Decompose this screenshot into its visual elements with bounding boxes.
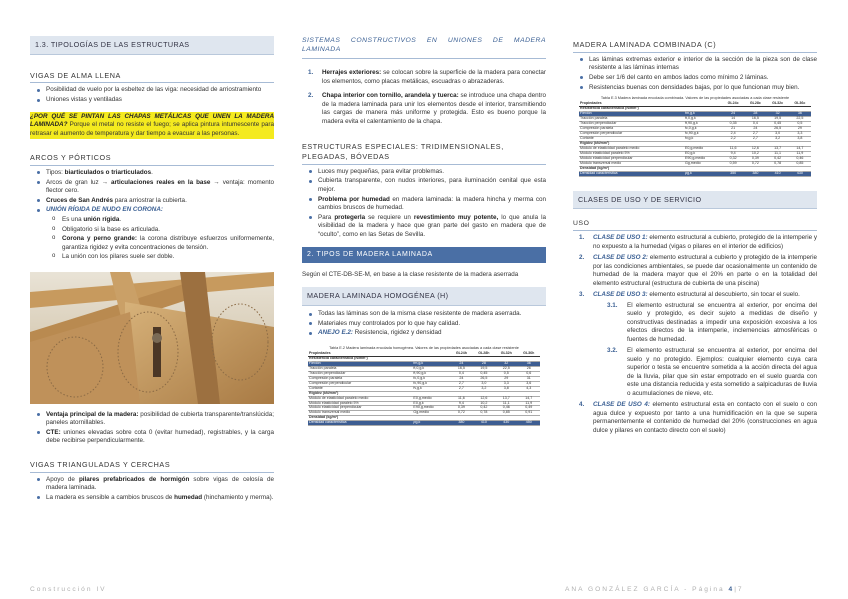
table-cell: 0,5 <box>503 370 509 375</box>
table-cell: 0,42 <box>480 405 488 410</box>
table-row <box>308 421 540 426</box>
table-cell: 32 <box>766 112 788 117</box>
table-cell: 21 <box>731 125 736 130</box>
table-cell: fm,g,k <box>684 112 722 117</box>
table-cell: Cortante <box>580 135 594 140</box>
table-cell: 26 <box>526 365 531 370</box>
page-number: 4 <box>728 586 735 593</box>
table-combinada-wrap <box>573 96 817 176</box>
photo-nudo-corona <box>30 272 274 404</box>
list-item: 3.2. El elemento estructural se encuentra al exterior, por encima del suelo y no protegido. Ejemplos: cualquier elemento cuya cara superior o testa se encuentre sometida a la acción directa del agua de la lluvia, pilar que sin estar empotrado en el suelo guarda con este una distancia reducida y esta sometido a salpicaduras de lluvia o acumulaciones de nieve, etc. <box>607 347 817 397</box>
table-row <box>579 171 811 176</box>
list-item: 3. CLASE DE USO 3: elemento estructural al descubierto, sin tocar el suelo. 3.1. El elemento estructural se encuentra al exterior, por encima del suelo y protegido, es decir sujeto a medidas de diseño y constructivas destinadas a impedir una exposición excesiva a los efectos directos de la intemperie, inclemencias atmosféricas o fuentes de humedad. 3.2. El elemento estructural se encuentra al exterior, por encima del suelo y no protegido. Ejemplos: cualquier elemento cuya cara superior o testa se encuentre sometida a la acción directa del agua de la lluvia, pilar que sin estar empotrado en el suelo guarda con este una distancia reducida y esta sometido a salpicaduras de lluvia o acumulaciones de nieve, etc. <box>579 291 817 397</box>
table-header-cell: GL36c <box>794 101 806 106</box>
table-cell: 0,42 <box>774 155 782 160</box>
list-item: o Es una unión rígida. <box>52 216 274 225</box>
list-celosia <box>36 476 274 503</box>
footer-author-page: ANA GONZÁLEZ GARCÍA - Página 4|7 <box>565 586 744 593</box>
table-cell: 0,5 <box>797 121 803 126</box>
table-cell: Densidad (kg/m³) <box>580 165 610 170</box>
table-cell: 4,3 <box>526 385 532 390</box>
table-cell: 26,5 <box>480 375 488 380</box>
list-item: 2. Chapa interior con tornillo, arandela y tuerca: se introduce una chapa dentro de la madera laminada para unir los elementos desde el interior, transmitiendo las cargas de manera más uniforme y protegida. Esto es bueno porque la madera evita el calentamiento de la chapa. <box>308 92 546 125</box>
list-item: ANEJO E.2: Resistencia, rigidez y densidad <box>308 329 546 338</box>
table-cell: 2,7 <box>458 380 464 385</box>
table-cell: 11,6 <box>729 145 737 150</box>
table-cell: 11,6 <box>458 395 465 400</box>
sublist-union-rigida <box>52 216 274 262</box>
column-left <box>30 0 274 586</box>
table-cell: 0,46 <box>502 405 510 410</box>
table-cell: 430 <box>495 421 517 426</box>
list-item: o La unión con los pilares suele ser doble. <box>52 253 274 262</box>
table-cell: 11,1 <box>502 400 510 405</box>
table-cell: Tracción perpendicular <box>309 370 346 375</box>
table-cell: 0,72 <box>457 410 465 415</box>
table-cell: E0,g,k <box>413 400 424 405</box>
table-cell: 28 <box>473 361 495 366</box>
table-cell: 3,0 <box>775 130 781 135</box>
table-cell: 0,4 <box>752 121 758 126</box>
table-caption: Tabla E.2 Madera laminada encolada homogénea. Valores de las propiedades asociadas a cada clase resistente <box>329 345 519 350</box>
table-cell: 0,85 <box>796 160 804 165</box>
list-item: o Corona y perno grande: la corona distribuye esfuerzos uniformemente, garantiza rigidez y evita concentraciones de tensión. <box>52 235 274 252</box>
table-cell: 0,46 <box>796 155 804 160</box>
table-cell: Tracción perpendicular <box>580 121 617 126</box>
sublist-clase-3 <box>607 302 817 399</box>
table-cell: 9,4 <box>458 400 464 405</box>
table-header-cell: GL36h <box>523 351 535 355</box>
list-item: Materiales muy controlados por lo que hay calidad. <box>308 320 546 329</box>
table-cell: 32 <box>495 361 517 366</box>
table-cell: Rigidez (kN/mm²) <box>580 140 610 145</box>
table-cell: 11,9 <box>796 150 804 155</box>
list-item: Debe ser 1/6 del canto en ambos lados como mínimo 2 láminas. <box>579 74 817 83</box>
table-cell: 0,85 <box>502 410 510 415</box>
table-cell: 3,2 <box>481 385 487 390</box>
table-cell: 2,7 <box>752 135 758 140</box>
table-cell: 29 <box>504 375 509 380</box>
table-combinada <box>579 102 811 176</box>
table-cell: 380 <box>744 171 766 176</box>
table-cell: 22,5 <box>502 365 510 370</box>
table-cell: 410 <box>766 171 788 176</box>
section-banner: 1.3. TIPOLOGÍAS DE LAS ESTRUCTURAS <box>30 36 274 55</box>
table-cell: fc,0,g,k <box>413 375 426 380</box>
table-cell: Compresión perpendicular <box>309 380 352 385</box>
table-caption: Tabla E.3 Madera laminada encolada combinada. Valores de las propiedades asociadas a cada clase resistente <box>600 96 790 101</box>
table-cell: Gg,medio <box>685 160 701 165</box>
timber-joint-photo <box>30 272 274 404</box>
table-cell: Módulo elasticidad paralelo 5% <box>309 400 359 405</box>
list-item: o Obligatorio si la base es articulada. <box>52 226 274 235</box>
table-cell: 24 <box>753 125 758 130</box>
table-cell: Resistencia característica (N/mm²) <box>309 355 368 360</box>
table-header-cell: GL24h <box>455 351 467 355</box>
heading-clases-uso: CLASES DE USO Y DE SERVICIO <box>573 191 817 210</box>
table-cell: E0,g,medio <box>685 145 704 150</box>
table-cell: Densidad característica <box>308 421 412 426</box>
heading-uso: USO <box>573 217 817 231</box>
table-cell: Rigidez (kN/mm²) <box>309 390 339 395</box>
list-clases-uso <box>579 234 817 435</box>
heading-estructuras-especiales: ESTRUCTURAS ESPECIALES: TRIDIMENSIONALES, PLEGADAS, BÓVEDAS <box>302 140 546 164</box>
list-item: Arcos de gran luz → articulaciones reales en la base → ventaja: momento flector cero. <box>36 179 274 196</box>
table-cell: E90,g,medio <box>685 155 706 160</box>
table-cell: 16,5 <box>751 116 759 121</box>
table-cell: 3,8 <box>797 135 803 140</box>
table-cell: ft,0,g,k <box>413 365 425 370</box>
list-item: Problema por humedad en madera laminada: la madera hincha y merma con cambios bruscos de humedad. <box>308 196 546 213</box>
table-cell: 13,7 <box>774 145 782 150</box>
heading-vigas-trianguladas: VIGAS TRIANGULADAS Y CERCHAS <box>30 458 274 473</box>
table-cell: 29 <box>797 125 802 130</box>
table-cell: 36 <box>789 112 811 117</box>
table-cell: 0,35 <box>729 121 737 126</box>
list-item: CTE: uniones elevadas sobre cota 0 (evitar humedad), registrables, y la carga debe recibirse perpendicularmente. <box>36 429 274 446</box>
table-cell: 0,32 <box>729 155 737 160</box>
tipos-text: Según el CTE-DB-SE-M, en base a la clase resistente de la madera aserrada <box>302 270 519 278</box>
table-cell: 0,39 <box>457 405 465 410</box>
heading-homogenea: MADERA LAMINADA HOMOGÉNEA (H) <box>302 287 546 306</box>
table-cell: fc,90,g,k <box>685 130 699 135</box>
table-cell: 3,2 <box>775 135 781 140</box>
table-cell: Módulo de elasticidad paralelo medio <box>309 395 369 400</box>
table-cell: 3,8 <box>503 385 509 390</box>
table-cell: 3,0 <box>481 380 487 385</box>
table-cell: E90,g,medio <box>413 405 434 410</box>
heading-arcos-porticos: ARCOS Y PÓRTICOS <box>30 151 274 166</box>
list-combinada <box>579 56 817 92</box>
list-item: Cubierta transparente, con nudos interiores, para iluminación cenital que esta mejor. <box>308 177 546 194</box>
list-sistemas <box>308 69 546 126</box>
list-homogenea <box>308 310 546 338</box>
table-cell: 13,7 <box>502 395 510 400</box>
list-arcos <box>36 169 274 215</box>
table-cell: 410 <box>473 421 495 426</box>
list-item: 1. CLASE DE USO 1: elemento estructural a cubierto, protegido de la intemperie y no expuesto a la humedad (vigas o pilares en el interior de edificios) <box>579 234 818 250</box>
table-cell: 31 <box>526 375 531 380</box>
highlight-question: ¿POR QUÉ SE PINTAN LAS CHAPAS METÁLICAS QUE UNEN LA MADERA LAMINADA? Porque el metal no resiste el fuego; se aplica pintura intumescente para retrasar el aumento de temperatura y dar tiempo a evacuar a las personas. <box>30 112 274 140</box>
table-cell: 22,5 <box>796 116 804 121</box>
table-cell: E0,g,medio <box>413 395 432 400</box>
table-cell: 3,6 <box>526 380 532 385</box>
table-cell: 24 <box>450 361 472 366</box>
list-especiales <box>308 168 546 240</box>
table-cell: 0,59 <box>729 160 737 165</box>
table-cell: 36 <box>518 361 541 366</box>
table-cell: Compresión paralela <box>309 375 343 380</box>
table-cell: Módulo transversal medio <box>309 410 351 415</box>
list-item: Para protegerla se requiere un revestimiento muy potente, lo que anula la visibilidad de la madera y hace que gran parte del gasto en madera que de “oculto”, como en las Setas de Sevilla. <box>308 214 546 240</box>
table-cell: 12,6 <box>480 395 488 400</box>
table-cell: 0,45 <box>774 121 782 126</box>
table-row <box>579 161 811 166</box>
table-cell: 450 <box>518 421 541 426</box>
table-cell: Tracción paralela <box>580 116 608 121</box>
table-cell: 28 <box>744 112 766 117</box>
table-header-cell: GL28c <box>749 101 761 106</box>
table-header-cell: GL32c <box>772 101 784 106</box>
table-cell: fm,g,k <box>412 361 450 366</box>
list-ventajas <box>36 411 274 446</box>
list-item: 3.1. El elemento estructural se encuentra al exterior, por encima del suelo y protegido, es decir sujeto a medidas de diseño y constructivas destinadas a impedir una exposición excesiva a los efectos directos de la intemperie, inclemencias atmosféricas o fuentes de humedad. <box>607 301 817 343</box>
table-cell: Gg,medio <box>413 410 430 415</box>
table-cell: 2,2 <box>730 135 736 140</box>
table-cell: Módulo transversal medio <box>580 160 622 165</box>
footer-course: Construcción IV <box>30 586 107 593</box>
list-item: Las láminas extremas exterior e interior de la sección de la pieza son de clase resistente a las láminas internas <box>579 56 817 73</box>
heading-vigas-alma-llena: VIGAS DE ALMA LLENA <box>30 69 274 84</box>
list-item: Apoyo de pilares prefabricados de hormigón sobre vigas de celosía de madera laminada. <box>36 476 274 493</box>
table-cell: ρg,k <box>412 421 450 426</box>
table-cell: 14,7 <box>796 145 804 150</box>
table-cell: 16,5 <box>457 365 465 370</box>
list-item: Cruces de San Andrés para arriostrar la cubierta. <box>36 197 274 206</box>
table-cell: 0,78 <box>480 410 488 415</box>
table-header-cell: GL24c <box>727 101 739 106</box>
table-cell: 380 <box>450 421 472 426</box>
heading-combinada: MADERA LAMINADA COMBINADA (C) <box>573 38 817 53</box>
table-cell: ft,90,g,k <box>685 121 698 126</box>
table-header-cell: Propiedades <box>580 101 602 106</box>
table-cell: 0,39 <box>751 155 759 160</box>
table-cell: Módulo elasticidad perpendicular <box>309 405 362 410</box>
table-cell: 430 <box>789 171 811 176</box>
column-right <box>573 0 817 586</box>
table-cell: E0,g,k <box>685 150 696 155</box>
table-cell: 14 <box>731 116 736 121</box>
table-cell: 2,7 <box>458 385 464 390</box>
section-bar-tipos: 2. TIPOS DE MADERA LAMINADA <box>302 247 546 262</box>
table-cell: 0,78 <box>774 160 782 165</box>
table-cell: 26,5 <box>774 125 782 130</box>
table-cell: 0,49 <box>525 405 533 410</box>
table-cell: ft,90,g,k <box>413 370 427 375</box>
table-cell: Resistencia característica (N/mm²) <box>580 106 639 111</box>
list-item: UNIÓN RÍGIDA DE NUDO EN CORONA: <box>36 206 274 215</box>
table-cell: Módulo elasticidad perpendicular <box>580 155 633 160</box>
table-cell: Módulo elasticidad paralelo 5% <box>580 150 630 155</box>
table-cell: 0,4 <box>458 370 464 375</box>
table-cell: Compresión perpendicular <box>580 130 623 135</box>
table-cell: Módulo de elasticidad paralelo medio <box>580 145 640 150</box>
list-item: Todas las láminas son de la misma clase resistente de madera aserrada. <box>308 310 546 319</box>
list-vigas <box>36 86 274 104</box>
list-item: 2. CLASE DE USO 2: elemento estructural a cubierto y protegido de la intemperie por las condiciones ambientales, se puede dar ocasionalmente un contenido de humedad de la madera mayor que el 20% en parte o en la totalidad del elemento estructural (estructura de cubierta de una piscina) <box>579 254 817 287</box>
list-item: 1. Herrajes exteriores: se colocan sobre la superficie de la madera para conectar los elementos, como placas metálicas, escuadras o abrazaderas. <box>308 69 546 85</box>
table-cell: fc,0,g,k <box>685 125 697 130</box>
list-item: Ventaja principal de la madera: posibilidad de cubierta transparente/translúcida; paneles atornillables. <box>36 411 274 428</box>
table-cell: Densidad característica <box>579 171 684 176</box>
table-homogenea-wrap <box>302 346 546 426</box>
table-cell: ρg,k <box>684 171 722 176</box>
table-cell: Tracción paralela <box>309 365 337 370</box>
table-cell: 0,45 <box>480 370 488 375</box>
table-header-cell: GL28h <box>478 351 490 355</box>
table-row <box>308 411 540 416</box>
table-cell: 3,3 <box>503 380 509 385</box>
table-cell: 24 <box>722 112 744 117</box>
table-cell: 11,9 <box>525 400 533 405</box>
list-item: Posibilidad de vuelo por la esbeltez de las viga: necesidad de arriostramiento <box>36 86 274 95</box>
list-item: Uniones vistas y ventiladas <box>36 96 274 105</box>
table-homogenea <box>308 352 540 426</box>
table-cell: 2,7 <box>752 130 758 135</box>
table-cell: Flexión <box>579 112 684 117</box>
list-item: La madera es sensible a cambios bruscos de humedad (hinchamiento y merma). <box>36 494 274 503</box>
table-cell: 0,72 <box>751 160 759 165</box>
heading-sistemas: SISTEMAS CONSTRUCTIVOS EN UNIONES DE MADERA LAMINADA <box>302 36 546 59</box>
table-cell: fv,g,k <box>685 135 694 140</box>
list-item: Tipos: biarticulados o triarticulados. <box>36 169 274 178</box>
table-cell: 14,7 <box>525 395 533 400</box>
table-cell: fv,g,k <box>413 385 422 390</box>
list-item: Luces muy pequeñas, para evitar problemas. <box>308 168 546 177</box>
table-cell: 24 <box>459 375 464 380</box>
list-item: Resistencias buenas con densidades bajas, por lo que funcionan muy bien. <box>579 84 817 93</box>
table-cell: 10,2 <box>751 150 759 155</box>
list-item: 4. CLASE DE USO 4: elemento estructural esta en contacto con el suelo o con agua dulce y expuesto por tanto a una humidificación en la que se supera permanentemente el contenido de humedad del 20% (construcciones en agua dulce y pilares en contacto directo con el suelo) <box>579 401 817 434</box>
table-cell: 19,5 <box>480 365 488 370</box>
table-cell: 2,4 <box>730 130 736 135</box>
table-cell: 10,2 <box>480 400 488 405</box>
table-cell: 9,4 <box>730 150 736 155</box>
table-cell: 3,3 <box>797 130 803 135</box>
table-header-cell: GL32h <box>500 351 512 355</box>
table-cell: Flexión <box>308 361 412 366</box>
table-cell: fc,90,g,k <box>413 380 428 385</box>
table-cell: 12,6 <box>751 145 759 150</box>
table-cell: 19,5 <box>774 116 782 121</box>
table-cell: 350 <box>722 171 744 176</box>
table-header-cell: Propiedades <box>309 351 331 355</box>
table-cell: Cortante <box>309 385 323 390</box>
table-cell: 0,91 <box>525 410 533 415</box>
table-cell: 0,6 <box>526 370 532 375</box>
table-cell: Densidad (kg/m³) <box>309 415 339 420</box>
table-cell: ft,0,g,k <box>685 116 696 121</box>
table-cell: Compresión paralela <box>580 125 614 130</box>
table-cell: 11,1 <box>774 150 781 155</box>
column-middle <box>302 0 546 586</box>
